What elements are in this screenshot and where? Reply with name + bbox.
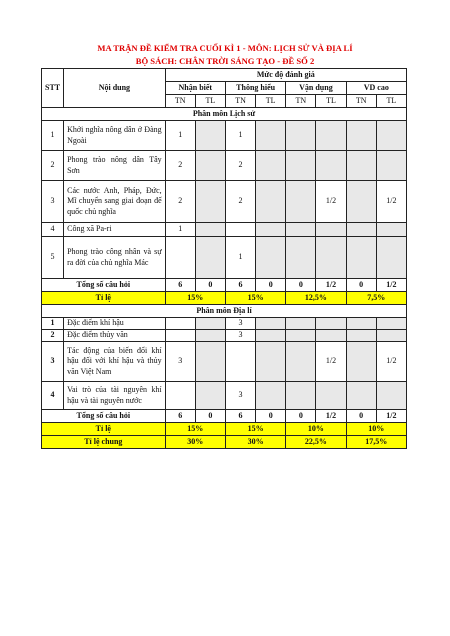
assessment-matrix-table — [41, 68, 407, 449]
empty-cell — [286, 121, 316, 151]
total-label: Tổng số câu hỏi — [42, 279, 166, 292]
empty-cell — [195, 330, 225, 342]
empty-cell — [256, 382, 286, 410]
empty-cell — [346, 223, 376, 237]
table-row — [42, 330, 407, 342]
cell-understand-tn: 3 — [225, 330, 255, 342]
empty-cell — [256, 121, 286, 151]
row-stt: 2 — [42, 330, 64, 342]
empty-cell — [346, 382, 376, 410]
overall-label: Tỉ lệ chung — [42, 436, 166, 449]
cell-advanced-tl — [376, 330, 406, 342]
cell-recognize-tn: 2 — [165, 181, 195, 223]
ratio-cell: 15% — [225, 292, 285, 305]
row-stt: 1 — [42, 121, 64, 151]
cell-advanced-tl — [376, 223, 406, 237]
header-level-recognize: Nhận biết — [165, 82, 225, 95]
empty-cell — [195, 237, 225, 279]
empty-cell — [346, 342, 376, 382]
total-cell: 6 — [165, 279, 195, 292]
empty-cell — [256, 223, 286, 237]
empty-cell — [195, 382, 225, 410]
total-cell: 6 — [225, 410, 255, 423]
empty-cell — [256, 342, 286, 382]
history-total-row — [42, 279, 407, 292]
empty-cell — [195, 318, 225, 330]
ratio-cell: 10% — [346, 423, 406, 436]
table-row — [42, 382, 407, 410]
total-cell: 0 — [286, 279, 316, 292]
empty-cell — [346, 181, 376, 223]
total-cell: 6 — [165, 410, 195, 423]
row-content: Đặc điểm thủy văn — [64, 330, 166, 342]
empty-cell — [286, 318, 316, 330]
row-stt: 1 — [42, 318, 64, 330]
cell-recognize-tn — [165, 318, 195, 330]
row-content: Khởi nghĩa nông dân ở Đàng Ngoài — [64, 121, 166, 151]
empty-cell — [286, 237, 316, 279]
empty-cell — [195, 121, 225, 151]
overall-cell: 22,5% — [286, 436, 346, 449]
table-row — [42, 318, 407, 330]
section-history: Phân môn Lịch sử — [42, 108, 407, 121]
cell-advanced-tl: 1/2 — [376, 181, 406, 223]
document-subtitle: BỘ SÁCH: CHÂN TRỜI SÁNG TẠO - ĐỀ SỐ 2 — [135, 56, 315, 66]
total-cell: 0 — [346, 279, 376, 292]
empty-cell — [346, 237, 376, 279]
header-tl: TL — [316, 95, 346, 108]
row-stt: 3 — [42, 181, 64, 223]
empty-cell — [286, 330, 316, 342]
cell-recognize-tn: 1 — [165, 223, 195, 237]
row-content: Phong trào công nhân và sự ra đời của chủ nghĩa Mác — [64, 237, 166, 279]
ratio-label: Tỉ lệ — [42, 423, 166, 436]
empty-cell — [286, 382, 316, 410]
overall-cell: 30% — [225, 436, 285, 449]
cell-understand-tn: 3 — [225, 382, 255, 410]
cell-recognize-tn: 1 — [165, 121, 195, 151]
row-content: Các nước Anh, Pháp, Đức, Mĩ chuyển sang giai đoạn đế quốc chủ nghĩa — [64, 181, 166, 223]
row-stt: 5 — [42, 237, 64, 279]
row-content: Công xã Pa-ri — [64, 223, 166, 237]
row-stt: 2 — [42, 151, 64, 181]
ratio-cell: 10% — [286, 423, 346, 436]
overall-ratio-row — [42, 436, 407, 449]
empty-cell — [286, 151, 316, 181]
empty-cell — [286, 181, 316, 223]
ratio-cell: 15% — [165, 292, 225, 305]
row-content: Vai trò của tài nguyên khí hậu và tài nguyên nước — [64, 382, 166, 410]
header-level: Mức độ đánh giá — [165, 69, 406, 82]
cell-apply-tl: 1/2 — [316, 181, 346, 223]
row-stt: 3 — [42, 342, 64, 382]
cell-apply-tl — [316, 382, 346, 410]
table-row — [42, 237, 407, 279]
ratio-cell: 7,5% — [346, 292, 406, 305]
cell-apply-tl — [316, 330, 346, 342]
cell-recognize-tn: 2 — [165, 151, 195, 181]
row-content: Phong trào nông dân Tây Sơn — [64, 151, 166, 181]
empty-cell — [346, 330, 376, 342]
empty-cell — [256, 151, 286, 181]
history-ratio-row — [42, 292, 407, 305]
table-row — [42, 223, 407, 237]
total-label: Tổng số câu hỏi — [42, 410, 166, 423]
table-row — [42, 342, 407, 382]
empty-cell — [195, 181, 225, 223]
header-tl: TL — [256, 95, 286, 108]
row-stt: 4 — [42, 223, 64, 237]
empty-cell — [256, 330, 286, 342]
geography-total-row — [42, 410, 407, 423]
empty-cell — [256, 181, 286, 223]
total-cell: 0 — [286, 410, 316, 423]
header-tn: TN — [225, 95, 255, 108]
cell-recognize-tn: 3 — [165, 342, 195, 382]
cell-apply-tl — [316, 237, 346, 279]
empty-cell — [195, 151, 225, 181]
cell-advanced-tl — [376, 237, 406, 279]
row-stt: 4 — [42, 382, 64, 410]
cell-apply-tl — [316, 223, 346, 237]
ratio-cell: 15% — [225, 423, 285, 436]
header-tl: TL — [195, 95, 225, 108]
header-level-understand: Thông hiểu — [225, 82, 285, 95]
empty-cell — [346, 121, 376, 151]
header-tn: TN — [165, 95, 195, 108]
cell-understand-tn — [225, 342, 255, 382]
cell-apply-tl — [316, 121, 346, 151]
empty-cell — [346, 318, 376, 330]
table-row — [42, 121, 407, 151]
geography-ratio-row — [42, 423, 407, 436]
cell-understand-tn: 2 — [225, 151, 255, 181]
empty-cell — [256, 318, 286, 330]
row-content: Tác động của biến đổi khí hậu đối với khí hậu và thủy văn Việt Nam — [64, 342, 166, 382]
empty-cell — [256, 237, 286, 279]
ratio-cell: 15% — [165, 423, 225, 436]
empty-cell — [346, 151, 376, 181]
table-row — [42, 181, 407, 223]
table-row — [42, 151, 407, 181]
cell-apply-tl — [316, 318, 346, 330]
total-cell: 0 — [256, 279, 286, 292]
ratio-cell: 12,5% — [286, 292, 346, 305]
row-content: Đặc điểm khí hậu — [64, 318, 166, 330]
total-cell: 0 — [195, 279, 225, 292]
total-cell: 0 — [256, 410, 286, 423]
empty-cell — [286, 223, 316, 237]
header-tn: TN — [286, 95, 316, 108]
empty-cell — [286, 342, 316, 382]
total-cell: 1/2 — [376, 279, 406, 292]
cell-understand-tn: 1 — [225, 237, 255, 279]
section-geography: Phân môn Địa lí — [42, 305, 407, 318]
total-cell: 1/2 — [316, 410, 346, 423]
cell-understand-tn: 1 — [225, 121, 255, 151]
total-cell: 0 — [195, 410, 225, 423]
total-cell: 6 — [225, 279, 255, 292]
cell-advanced-tl — [376, 121, 406, 151]
total-cell: 1/2 — [376, 410, 406, 423]
header-content: Nội dung — [64, 69, 166, 108]
cell-recognize-tn — [165, 237, 195, 279]
cell-understand-tn — [225, 223, 255, 237]
cell-advanced-tl — [376, 151, 406, 181]
overall-cell: 30% — [165, 436, 225, 449]
document-title: MA TRẬN ĐỀ KIỂM TRA CUỐI KÌ 1 - MÔN: LỊCH SỬ VÀ ĐỊA LÍ — [97, 43, 353, 53]
cell-apply-tl — [316, 151, 346, 181]
empty-cell — [195, 223, 225, 237]
cell-advanced-tl — [376, 318, 406, 330]
cell-apply-tl: 1/2 — [316, 342, 346, 382]
header-tl: TL — [376, 95, 406, 108]
cell-understand-tn: 2 — [225, 181, 255, 223]
header-tn: TN — [346, 95, 376, 108]
empty-cell — [195, 342, 225, 382]
header-level-apply: Vận dụng — [286, 82, 346, 95]
cell-advanced-tl: 1/2 — [376, 342, 406, 382]
header-level-advanced: VD cao — [346, 82, 406, 95]
cell-understand-tn: 3 — [225, 318, 255, 330]
total-cell: 1/2 — [316, 279, 346, 292]
cell-advanced-tl — [376, 382, 406, 410]
cell-recognize-tn — [165, 382, 195, 410]
overall-cell: 17,5% — [346, 436, 406, 449]
total-cell: 0 — [346, 410, 376, 423]
ratio-label: Tỉ lệ — [42, 292, 166, 305]
cell-recognize-tn — [165, 330, 195, 342]
header-stt: STT — [42, 69, 64, 108]
